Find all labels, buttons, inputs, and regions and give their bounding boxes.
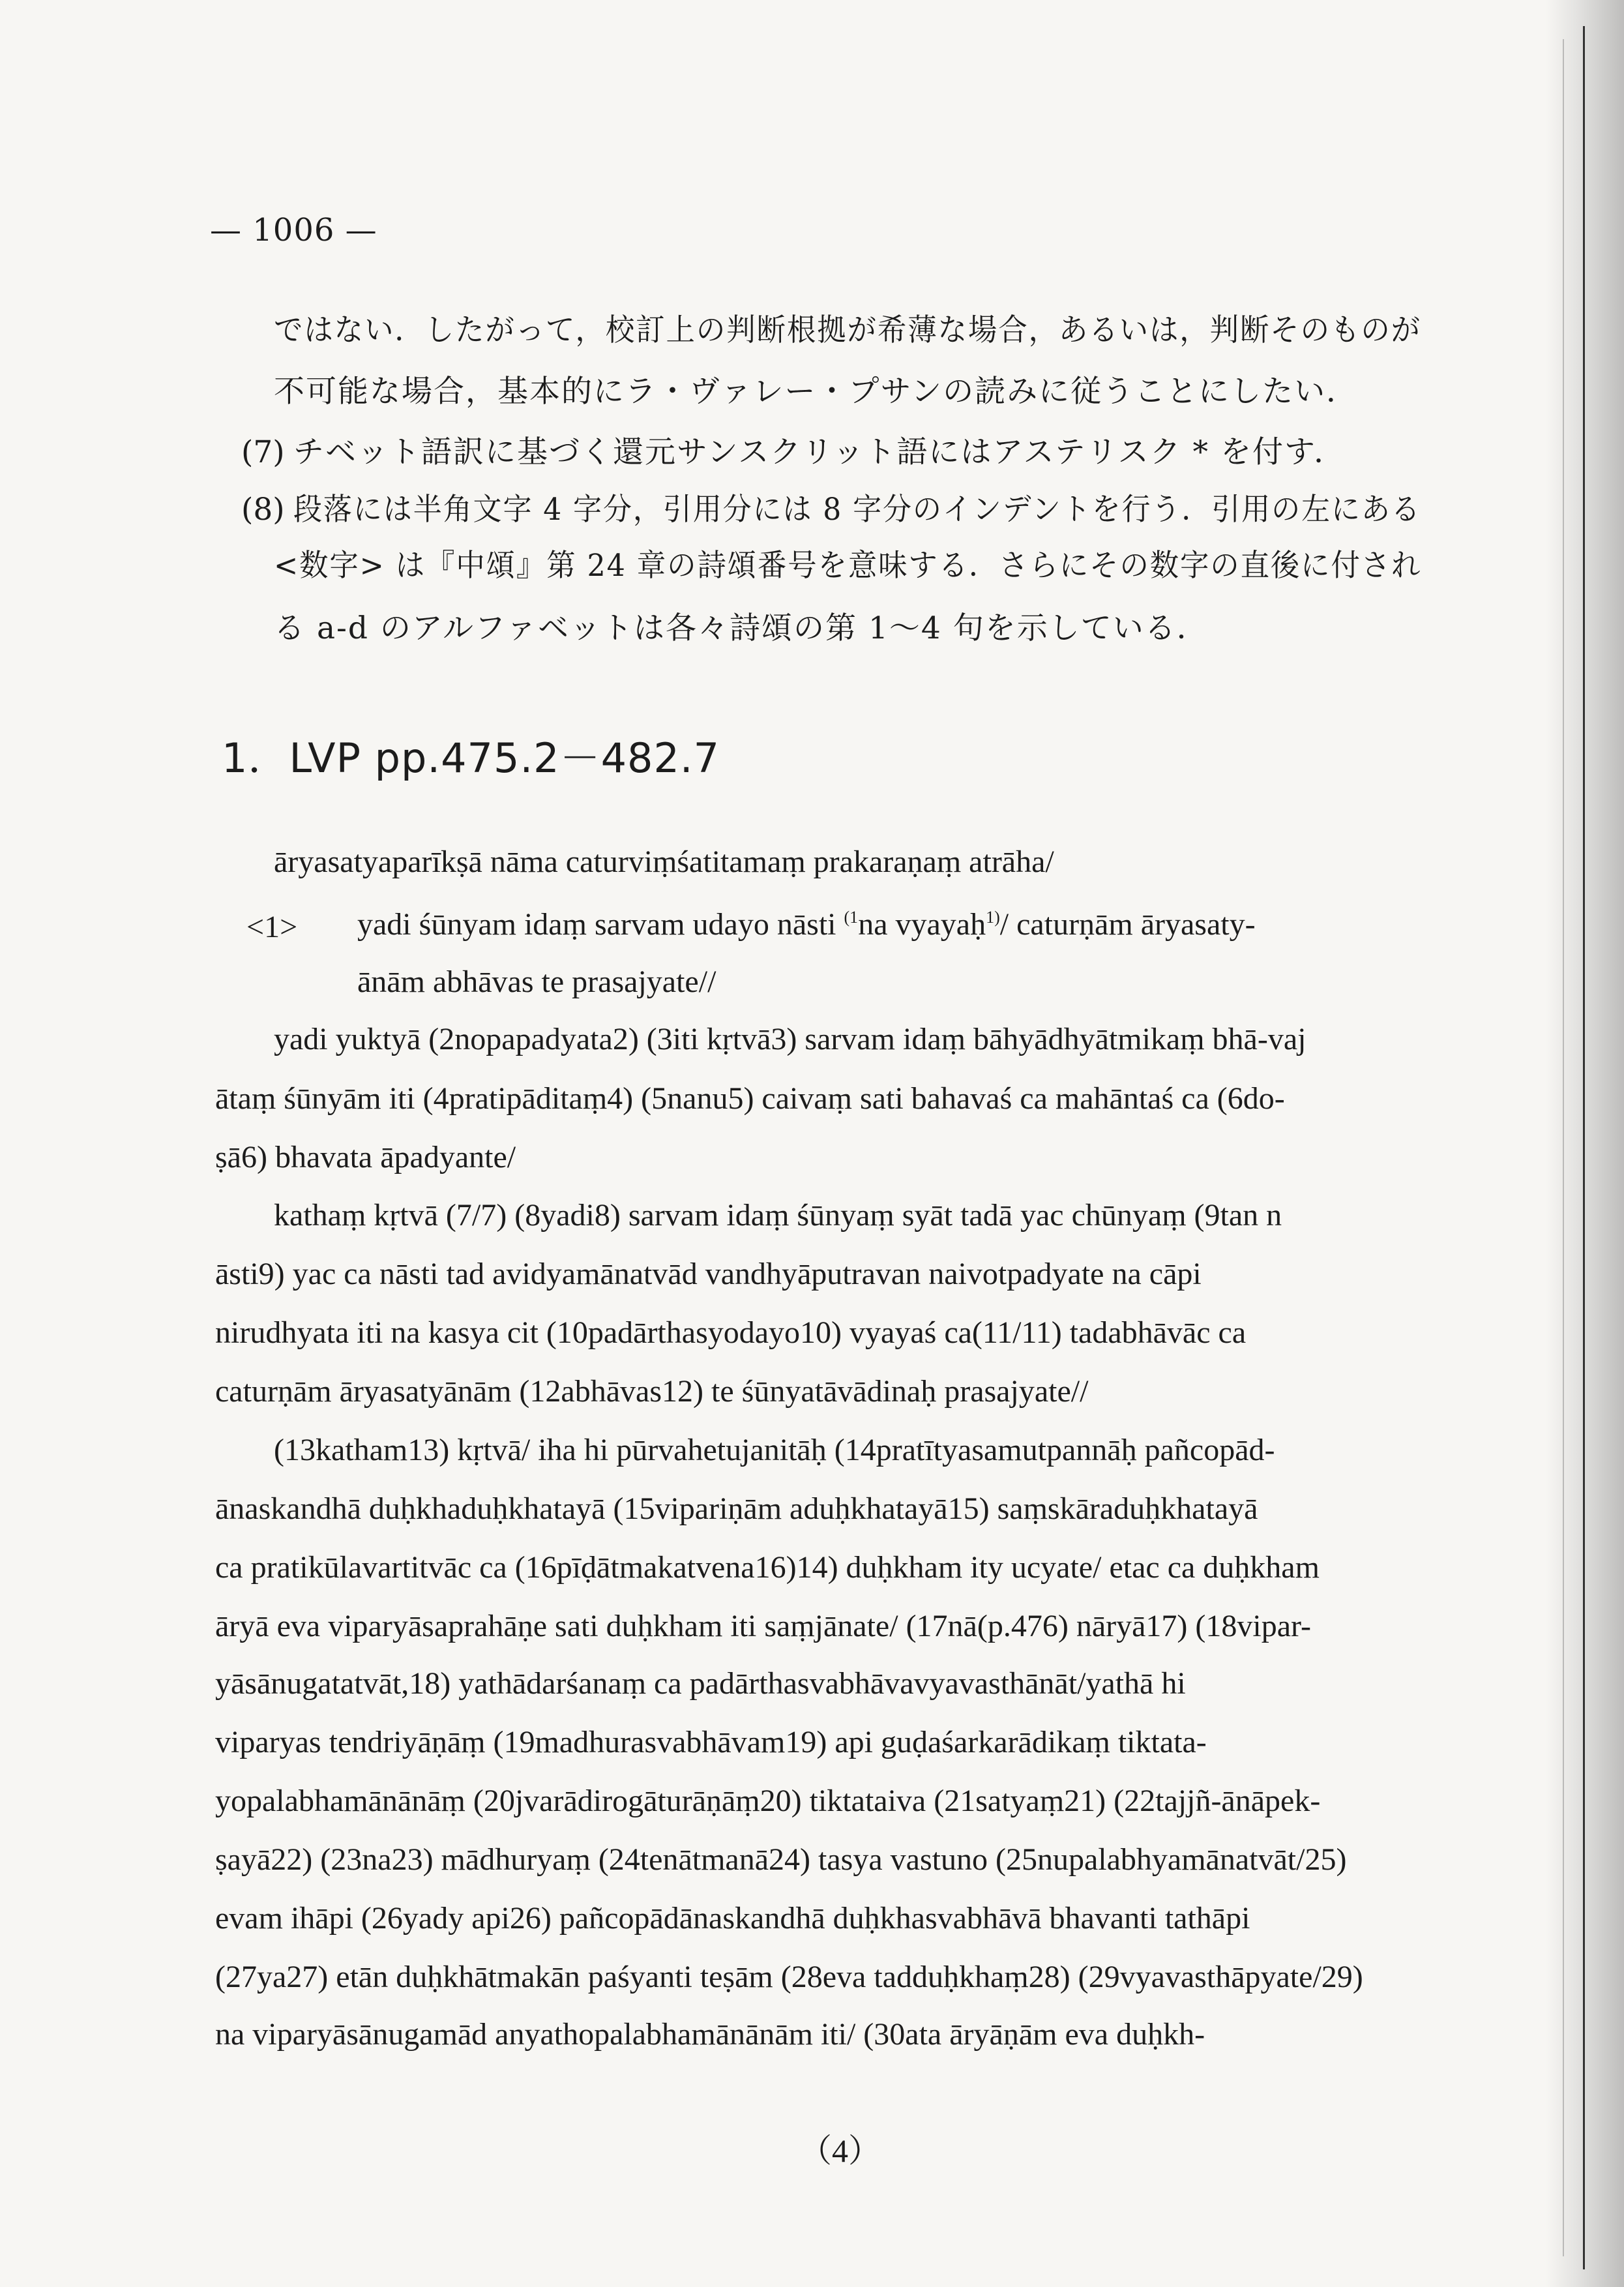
paragraph-2-line-2: āsti9) yac ca nāsti tad avidyamānatvād vandhyāputravan naivotpadyate na cāpi bbox=[215, 1257, 1202, 1291]
verse-1-line-a bbox=[357, 909, 1256, 940]
item-8-line-1: 段落には半角文字 4 字分，引用分には 8 字分のインデントを行う．引用の左にある bbox=[293, 492, 1421, 528]
paragraph-2-line-4: caturṇām āryasatyānām (12abhāvas12) te śūnyatāvādinaḥ prasajyate// bbox=[215, 1374, 1089, 1409]
paragraph-3-line-11: na viparyāsānugamād anyathopalabhamānānām iti/ (30ata āryāṇām eva duḥkh- bbox=[215, 2017, 1205, 2052]
paragraph-1-line-3: ṣā6) bhavata āpadyante/ bbox=[215, 1140, 516, 1174]
page-edge-shadow bbox=[1546, 0, 1624, 2287]
paragraph-3-line-9: evam ihāpi (26yady api26) pañcopādānaskandhā duḥkhasvabhāvā bhavanti tathāpi bbox=[215, 1901, 1250, 1936]
item-8-line-3: る a-d のアルファベットは各々詩頌の第 1〜4 句を示している． bbox=[274, 610, 1209, 646]
chapter-title-line: āryasatyaparīkṣā nāma caturviṃśatitamaṃ prakaraṇaṃ atrāha/ bbox=[274, 845, 1054, 879]
verse-1a-mid: na vyayaḥ bbox=[858, 907, 986, 942]
paragraph-3-line-6: viparyas tendriyāṇāṃ (19madhurasvabhāvam19) api guḍaśarkarādikaṃ tiktata- bbox=[215, 1725, 1207, 1759]
item-7-number: (7) bbox=[241, 434, 285, 470]
item-7-text: チベット語訳に基づく還元サンスクリット語にはアステリスク * を付す． bbox=[293, 434, 1346, 470]
paragraph-3-line-10: (27ya27) etān duḥkhātmakān paśyanti teṣām (28eva tadduḥkhaṃ28) (29vyavasthāpyate/29) bbox=[215, 1960, 1363, 1994]
page-number-header: — 1006 — bbox=[210, 212, 377, 248]
item-8-number: (8) bbox=[241, 492, 285, 528]
paragraph-3-line-7: yopalabhamānānāṃ (20jvarādirogāturāṇāṃ20) tiktataiva (21satyaṃ21) (22tajjñ-ānāpek- bbox=[215, 1784, 1321, 1818]
paragraph-3-line-2: ānaskandhā duḥkhaduḥkhatayā (15vipariṇām aduḥkhatayā15) saṃskāraduḥkhatayā bbox=[215, 1491, 1258, 1526]
intro-line-2: 不可能な場合，基本的にラ・ヴァレー・プサンの読みに従うことにしたい． bbox=[274, 374, 1359, 410]
section-heading: 1．LVP pp.475.2－482.7 bbox=[222, 734, 720, 782]
paragraph-2-line-1: kathaṃ kṛtvā (7/7) (8yadi8) sarvam idaṃ śūnyaṃ syāt tadā yac chūnyaṃ (9tan n bbox=[274, 1198, 1282, 1233]
verse-1-line-b: ānām abhāvas te prasajyate// bbox=[357, 964, 716, 999]
paragraph-2-line-3: nirudhyata iti na kasya cit (10padārthasyodayo10) vyayaś ca(11/11) tadabhāvāc ca bbox=[215, 1315, 1247, 1350]
paragraph-1-line-1: yadi yuktyā (2nopapadyata2) (3iti kṛtvā3) sarvam idaṃ bāhyādhyātmikaṃ bhā-vaj bbox=[274, 1022, 1307, 1056]
verse-1a-start: yadi śūnyam idaṃ sarvam udayo nāsti bbox=[357, 907, 844, 942]
verse-1a-end: / caturṇām āryasaty- bbox=[999, 907, 1256, 942]
binding-line bbox=[1583, 26, 1585, 2269]
paragraph-3-line-8: ṣayā22) (23na23) mādhuryaṃ (24tenātmanā24) tasya vastuno (25nupalabhyamānatvāt/25) bbox=[215, 1842, 1347, 1877]
footnote-marker: (1 bbox=[844, 908, 859, 927]
footnote-marker: 1) bbox=[986, 908, 1000, 927]
paragraph-3-line-4: āryā eva viparyāsaprahāṇe sati duḥkham iti saṃjānate/ (17nā(p.476) nāryā17) (18vipar- bbox=[215, 1609, 1312, 1643]
paragraph-1-line-2: ātaṃ śūnyām iti (4pratipāditaṃ4) (5nanu5) caivaṃ sati bahavaś ca mahāntaś ca (6do- bbox=[215, 1081, 1285, 1116]
binding-line-faint bbox=[1563, 39, 1564, 2256]
paragraph-3-line-5: yāsānugatatvāt,18) yathādarśanaṃ ca padārthasvabhāvavyavasthānāt/yathā hi bbox=[215, 1666, 1186, 1701]
verse-number: <1> bbox=[246, 910, 298, 944]
page-number-footer: （4） bbox=[799, 2132, 881, 2169]
paragraph-3-line-1: (13katham13) kṛtvā/ iha hi pūrvahetujanitāḥ (14pratītyasamutpannāḥ pañcopād- bbox=[274, 1433, 1275, 1467]
paragraph-3-line-3: ca pratikūlavartitvāc ca (16pīḍātmakatvena16)14) duḥkham ity ucyate/ etac ca duḥkham bbox=[215, 1550, 1320, 1585]
intro-line-1: ではない．したがって，校訂上の判断根拠が希薄な場合，あるいは，判断そのものが bbox=[274, 312, 1422, 348]
item-8-line-2: <数字> は『中頌』第 24 章の詩頌番号を意味する．さらにその数字の直後に付され bbox=[274, 548, 1422, 584]
